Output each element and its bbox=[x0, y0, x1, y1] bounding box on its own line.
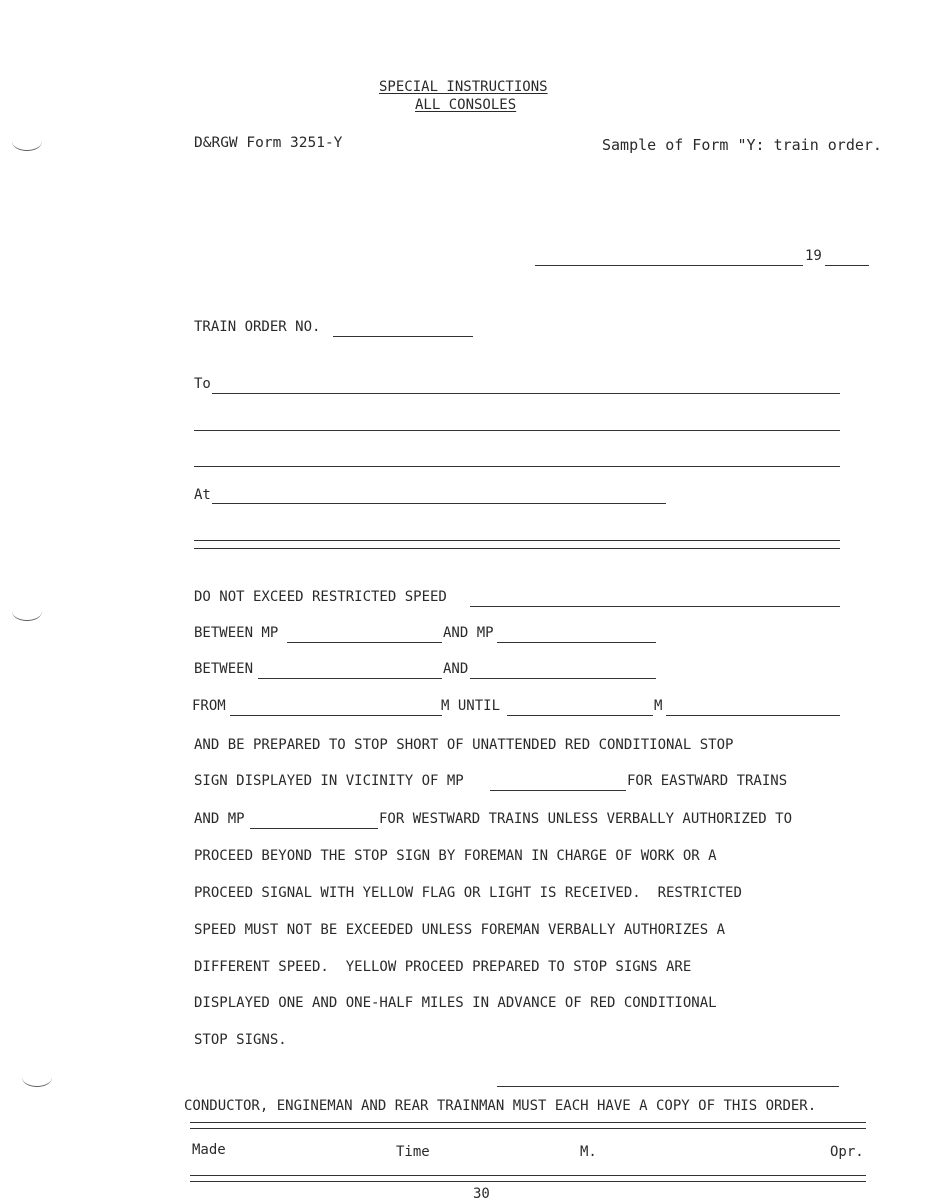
m-until-label: M UNTIL bbox=[441, 698, 501, 714]
at-label: At bbox=[194, 487, 211, 503]
body-line-1: AND BE PREPARED TO STOP SHORT OF UNATTENDED RED CONDITIONAL STOP bbox=[194, 737, 734, 753]
binder-hole-middle bbox=[12, 602, 42, 621]
body-line-5: PROCEED SIGNAL WITH YELLOW FLAG OR LIGHT IS RECEIVED. RESTRICTED bbox=[194, 885, 742, 901]
body-line-2b: FOR EASTWARD TRAINS bbox=[627, 773, 788, 789]
footer-m: M. bbox=[580, 1144, 597, 1160]
body-line-8: DISPLAYED ONE AND ONE-HALF MILES IN ADVANCE OF RED CONDITIONAL bbox=[194, 995, 717, 1011]
copy-notice: CONDUCTOR, ENGINEMAN AND REAR TRAINMAN MUST EACH HAVE A COPY OF THIS ORDER. bbox=[184, 1098, 817, 1114]
between-mp-field[interactable] bbox=[287, 642, 442, 643]
binder-hole-bottom bbox=[22, 1068, 52, 1087]
restricted-speed-field[interactable] bbox=[470, 606, 840, 607]
between-field[interactable] bbox=[258, 678, 442, 679]
binder-hole-top bbox=[12, 132, 42, 151]
and-mp-field[interactable] bbox=[497, 642, 656, 643]
restricted-speed-label: DO NOT EXCEED RESTRICTED SPEED bbox=[194, 589, 447, 605]
footer-time: Time bbox=[396, 1144, 430, 1160]
body-line-3a: AND MP bbox=[194, 811, 245, 827]
footer-opr: Opr. bbox=[830, 1144, 864, 1160]
train-order-label: TRAIN ORDER NO. bbox=[194, 319, 321, 335]
m-label: M bbox=[654, 698, 663, 714]
eastward-mp-field[interactable] bbox=[490, 790, 626, 791]
body-line-9: STOP SIGNS. bbox=[194, 1032, 287, 1048]
page-title-line1: SPECIAL INSTRUCTIONS bbox=[379, 79, 548, 95]
section-divider bbox=[194, 540, 840, 549]
until-m-field[interactable] bbox=[666, 715, 840, 716]
body-line-7: DIFFERENT SPEED. YELLOW PROCEED PREPARED TO STOP SIGNS ARE bbox=[194, 959, 692, 975]
date-year-line bbox=[825, 265, 869, 266]
train-order-number-field[interactable] bbox=[333, 336, 473, 337]
body-line-4: PROCEED BEYOND THE STOP SIGN BY FOREMAN IN CHARGE OF WORK OR A bbox=[194, 848, 717, 864]
to-field-line-3[interactable] bbox=[194, 466, 840, 467]
and-label: AND bbox=[443, 661, 469, 677]
between-mp-label: BETWEEN MP bbox=[194, 625, 279, 641]
westward-mp-field[interactable] bbox=[250, 828, 378, 829]
from-field[interactable] bbox=[230, 715, 442, 716]
sample-note: Sample of Form "Y: train order. bbox=[602, 136, 882, 154]
body-line-3b: FOR WESTWARD TRAINS UNLESS VERBALLY AUTHORIZED TO bbox=[379, 811, 793, 827]
footer-made: Made bbox=[192, 1142, 226, 1158]
form-id: D&RGW Form 3251-Y bbox=[194, 135, 343, 151]
to-field-line-2[interactable] bbox=[194, 430, 840, 431]
footer-divider-bottom bbox=[190, 1175, 866, 1182]
body-line-2a: SIGN DISPLAYED IN VICINITY OF MP bbox=[194, 773, 464, 789]
and-field[interactable] bbox=[470, 678, 656, 679]
body-line-6: SPEED MUST NOT BE EXCEEDED UNLESS FOREMAN VERBALLY AUTHORIZES A bbox=[194, 922, 726, 938]
until-field[interactable] bbox=[507, 715, 653, 716]
to-label: To bbox=[194, 376, 211, 392]
and-mp-label: AND MP bbox=[443, 625, 494, 641]
footer-divider-top bbox=[190, 1122, 866, 1129]
date-year-prefix: 19 bbox=[805, 248, 822, 264]
between-label: BETWEEN bbox=[194, 661, 254, 677]
at-field-line[interactable] bbox=[212, 503, 666, 504]
date-line bbox=[535, 265, 803, 266]
page-number: 30 bbox=[473, 1186, 490, 1202]
signature-line[interactable] bbox=[497, 1086, 839, 1087]
page-title-line2: ALL CONSOLES bbox=[415, 97, 517, 113]
to-field-line-1[interactable] bbox=[212, 393, 840, 394]
from-label: FROM bbox=[192, 698, 226, 714]
